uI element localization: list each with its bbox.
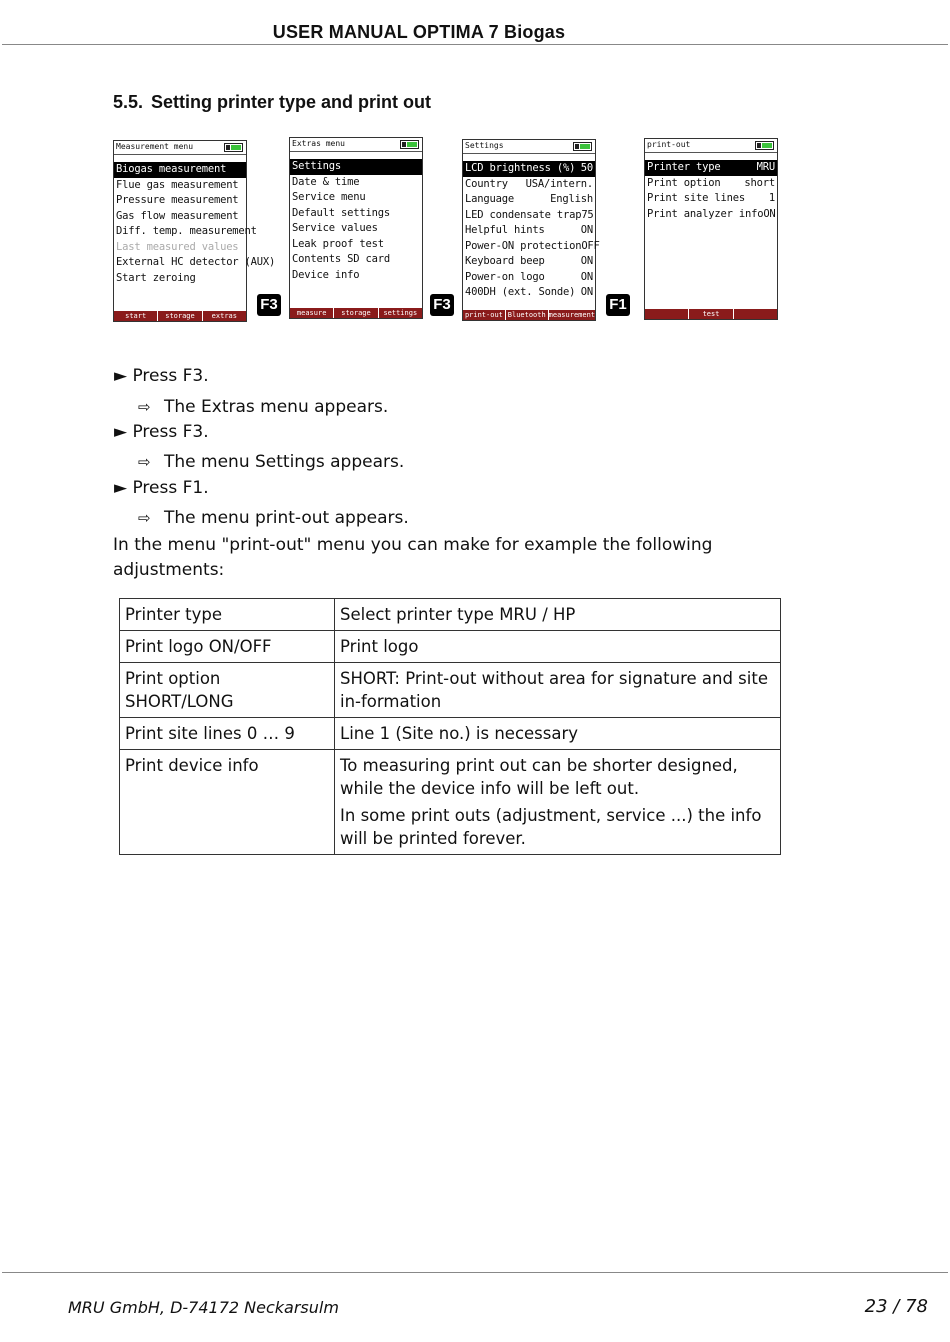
battery-icon [573,142,592,151]
menu-item-value: ON [580,286,593,298]
table-row [120,750,781,855]
softkey-label: print-out [464,311,503,319]
screen-title: Extras menu [290,138,422,152]
function-key-badge: F3 [430,294,454,316]
menu-item-label: Default settings [292,206,390,219]
menu-item-value: MRU [756,161,775,173]
screen-menu-item [645,160,777,176]
setting-description-cell [335,599,781,631]
result-arrow-icon: ⇨ [138,453,151,471]
description-paragraph: Select printer type MRU / HP [340,605,576,624]
screen-menu-item [290,237,422,253]
menu-item-label: Service values [292,222,378,234]
footer-page-number: 23 / 78 [864,1296,928,1317]
screen-menu-item [114,193,246,209]
screen-title: Settings [463,140,595,154]
menu-item-label: Print analyzer info [647,207,764,220]
menu-item-label: Flue gas measurement [116,178,239,191]
table-row [120,599,781,631]
screen-menu-item [463,161,595,177]
menu-item-value: ON [580,270,593,283]
battery-icon [755,141,774,150]
menu-item-label: Print option [647,176,721,189]
menu-item-value: ON [763,207,776,220]
screen-menu-item [463,192,595,208]
setting-description-cell [335,631,781,663]
menu-item-label: External HC detector (AUX) [116,256,276,268]
softkey-label: measure [296,309,327,317]
menu-item-label: Country [465,177,508,190]
menu-item-label: Printer type [647,161,721,173]
setting-name-cell: Print logo ON/OFF [120,631,335,663]
battery-icon [224,143,243,152]
description-paragraph: To measuring print out can be shorter designed, while the device info will be left out. [340,756,738,798]
screen-menu-item [645,191,777,207]
menu-item-label: Power-on logo [465,270,545,283]
softkey-label [733,309,777,319]
description-paragraph: Print logo [340,637,419,656]
screen-menu-item [463,270,595,286]
menu-item-value: short [744,176,775,189]
menu-item-label: Helpful hints [465,224,545,236]
menu-item-label: Date & time [292,175,360,188]
screen-menu-item [463,239,600,255]
menu-item-label: Service menu [292,191,366,203]
screen-menu-item [290,268,422,284]
softkey-label: start [125,312,147,320]
screen-menu-item [463,254,595,270]
function-key-badge: F1 [606,294,630,316]
screen-menu-item [114,255,276,271]
device-screen [644,138,778,320]
device-screen [462,139,600,321]
description-paragraph: In some print outs (adjustment, service ...) the info will be printed forever. [340,806,762,848]
result-arrow-icon: ⇨ [138,398,151,416]
menu-item-label: Start zeroing [116,271,196,284]
softkey-label: measurement [548,311,596,319]
softkey-bar [114,311,246,321]
softkey-label: storage [333,308,377,318]
description-paragraph: SHORT: Print-out without area for signature and site in-formation [340,669,768,711]
screen-menu-item [463,177,595,193]
menu-item-label: Contents SD card [292,253,390,265]
menu-item-value: OFF [581,239,600,252]
screen-menu-item [290,221,422,237]
function-key-badge: F3 [257,294,281,316]
setting-description-cell [335,718,781,750]
menu-item-label: Diff. temp. measurement [116,225,257,237]
device-screen [289,137,423,319]
result-arrow-icon: ⇨ [138,509,151,527]
screen-title: print-out [645,139,777,153]
screen-menu-item [114,209,246,225]
screen-menu-item [290,159,422,175]
menu-item-value: USA/intern. [525,177,593,190]
setting-name-cell: Print device info [120,750,335,855]
menu-item-value: 1 [768,192,775,204]
screen-menu-item [114,178,246,194]
section-heading [113,92,431,113]
menu-item-value: 50 [580,162,593,174]
softkey-label: extras [202,311,246,321]
menu-item-label: 400DH (ext. Sonde) [465,286,576,298]
table-row [120,663,781,718]
header-rule [2,44,948,45]
table-row [120,718,781,750]
table-row [120,631,781,663]
intro-paragraph: In the menu "print-out" menu you can make for example the following adjustments: [113,535,713,580]
step-action: ► Press F3. [114,422,209,442]
screen-menu-item [290,206,422,222]
menu-item-label: Device info [292,268,360,281]
settings-table [119,598,781,855]
softkey-label: test [688,309,732,319]
screen-menu-item [290,252,422,268]
menu-item-label: Keyboard beep [465,255,545,267]
screen-menu-item [463,223,595,239]
menu-item-label: Print site lines [647,192,745,204]
screen-menu-item [645,176,777,192]
menu-item-label: LED condensate trap [465,208,582,221]
softkey-label: settings [378,308,422,318]
setting-description-cell [335,663,781,718]
screen-menu-item [290,190,422,206]
softkey-bar [463,310,595,320]
softkey-bar [645,309,777,319]
screen-title: Measurement menu [114,141,246,155]
menu-item-label: Biogas measurement [116,163,227,175]
menu-item-label: Leak proof test [292,237,384,250]
menu-item-label: Settings [292,160,341,172]
screen-menu-item [114,240,246,256]
screen-menu-item [114,271,246,287]
menu-item-value: ON [580,255,593,267]
menu-item-label: Power-ON protection [465,239,582,252]
step-result: ⇨ The menu Settings appears. [138,452,405,472]
softkey-label: storage [157,311,201,321]
menu-item-label: LCD brightness (%) [465,162,576,174]
menu-item-label: Language [465,193,514,205]
setting-name-cell: Print site lines 0 … 9 [120,718,335,750]
menu-item-label: Gas flow measurement [116,209,239,222]
screen-menu-item [463,285,595,301]
footer-rule [2,1272,948,1273]
softkey-bar [290,308,422,318]
section-title: Setting printer type and print out [151,92,432,112]
setting-name-cell: Printer type [120,599,335,631]
menu-item-label: Last measured values [116,240,239,253]
step-result: ⇨ The Extras menu appears. [138,397,389,417]
section-number: 5.5. [113,92,144,112]
setting-name-cell: Print option SHORT/LONG [120,663,335,718]
footer-company: MRU GmbH, D-74172 Neckarsulm [68,1298,339,1317]
description-paragraph: Line 1 (Site no.) is necessary [340,724,579,743]
step-result: ⇨ The menu print-out appears. [138,508,409,528]
menu-item-value: English [550,193,593,205]
screen-menu-item [114,224,257,240]
screen-menu-item [645,207,777,223]
battery-icon [400,140,419,149]
setting-description-cell [335,750,781,855]
page-header [0,22,950,43]
screen-menu-item [114,162,246,178]
menu-item-value: 75 [581,208,594,221]
menu-item-label: Pressure measurement [116,194,239,206]
header-title: USER MANUAL OPTIMA 7 Biogas [272,22,566,42]
screen-menu-item [290,175,422,191]
softkey-label: Bluetooth [505,310,548,320]
step-action: ► Press F3. [114,366,209,386]
menu-item-value: ON [580,224,593,236]
step-action: ► Press F1. [114,478,209,498]
screen-menu-item [463,208,595,224]
softkey-label [645,309,688,319]
